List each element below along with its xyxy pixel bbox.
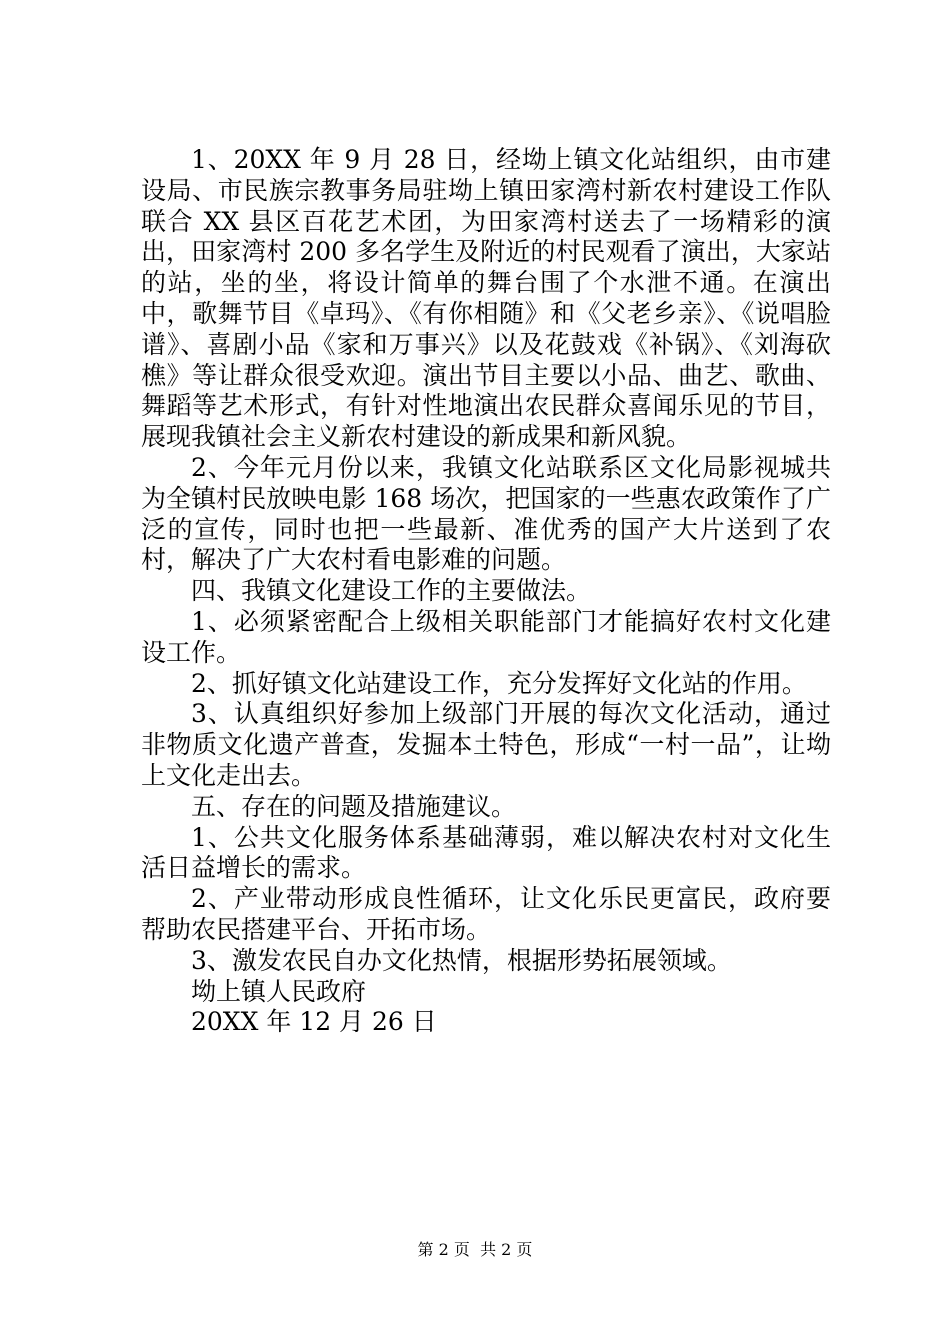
section-heading-problems: 五、存在的问题及措施建议。 (191, 791, 517, 821)
paragraph-practice-3: 3、认真组织好参加上级部门开展的每次文化活动，通过非物质文化遗产普查，发掘本土特色，形成“一村一品”，让坳上文化走出去。 (141, 699, 831, 790)
page-number: 第 2 页 共 2 页 (417, 1240, 533, 1259)
paragraph-practice-2: 2、抓好镇文化站建设工作，充分发挥好文化站的作用。 (191, 668, 807, 698)
page-footer (0, 1240, 950, 1260)
signature-organization: 坳上镇人民政府 (191, 976, 367, 1006)
paragraph-performance-event: 1、20XX 年 9 月 28 日，经坳上镇文化站组织，由市建设局、市民族宗教事务局驻坳上镇田家湾村新农村建设工作队联合 XX 县区百花艺术团，为田家湾村送去了一场精彩的演出，田家湾村 200 多名学生及附近的村民观看了演出，大家站的站，坐的坐，将设计简单的舞台围了个水泄不通。在演出中，歌舞节目《卓玛》、《有你相随》和《父老乡亲》、《说唱脸谱》、喜剧小品《家和万事兴》以及花鼓戏《补锅》、《刘海砍樵》等让群众很受欢迎。演出节目主要以小品、曲艺、歌曲、舞蹈等艺术形式，有针对性地演出农民群众喜闻乐见的节目，展现我镇社会主义新农村建设的新成果和新风貌。 (141, 145, 831, 452)
paragraph-problem-1: 1、公共文化服务体系基础薄弱，难以解决农村对文化生活日益增长的需求。 (141, 822, 831, 883)
paragraph-film-screening: 2、今年元月份以来，我镇文化站联系区文化局影视城共为全镇村民放映电影 168 场次，把国家的一些惠农政策作了广泛的宣传，同时也把一些最新、准优秀的国产大片送到了农村，解决了广大农村看电影难的问题。 (141, 452, 831, 575)
paragraph-problem-3: 3、激发农民自办文化热情，根据形势拓展领域。 (191, 945, 732, 975)
document-body (141, 145, 831, 1038)
paragraph-problem-2: 2、产业带动形成良性循环，让文化乐民更富民，政府要帮助农民搭建平台、开拓市场。 (141, 884, 831, 944)
paragraph-practice-1: 1、必须紧密配合上级相关职能部门才能搞好农村文化建设工作。 (141, 606, 831, 667)
section-heading-practices: 四、我镇文化建设工作的主要做法。 (191, 576, 592, 606)
signature-date: 20XX 年 12 月 26 日 (191, 1007, 437, 1037)
